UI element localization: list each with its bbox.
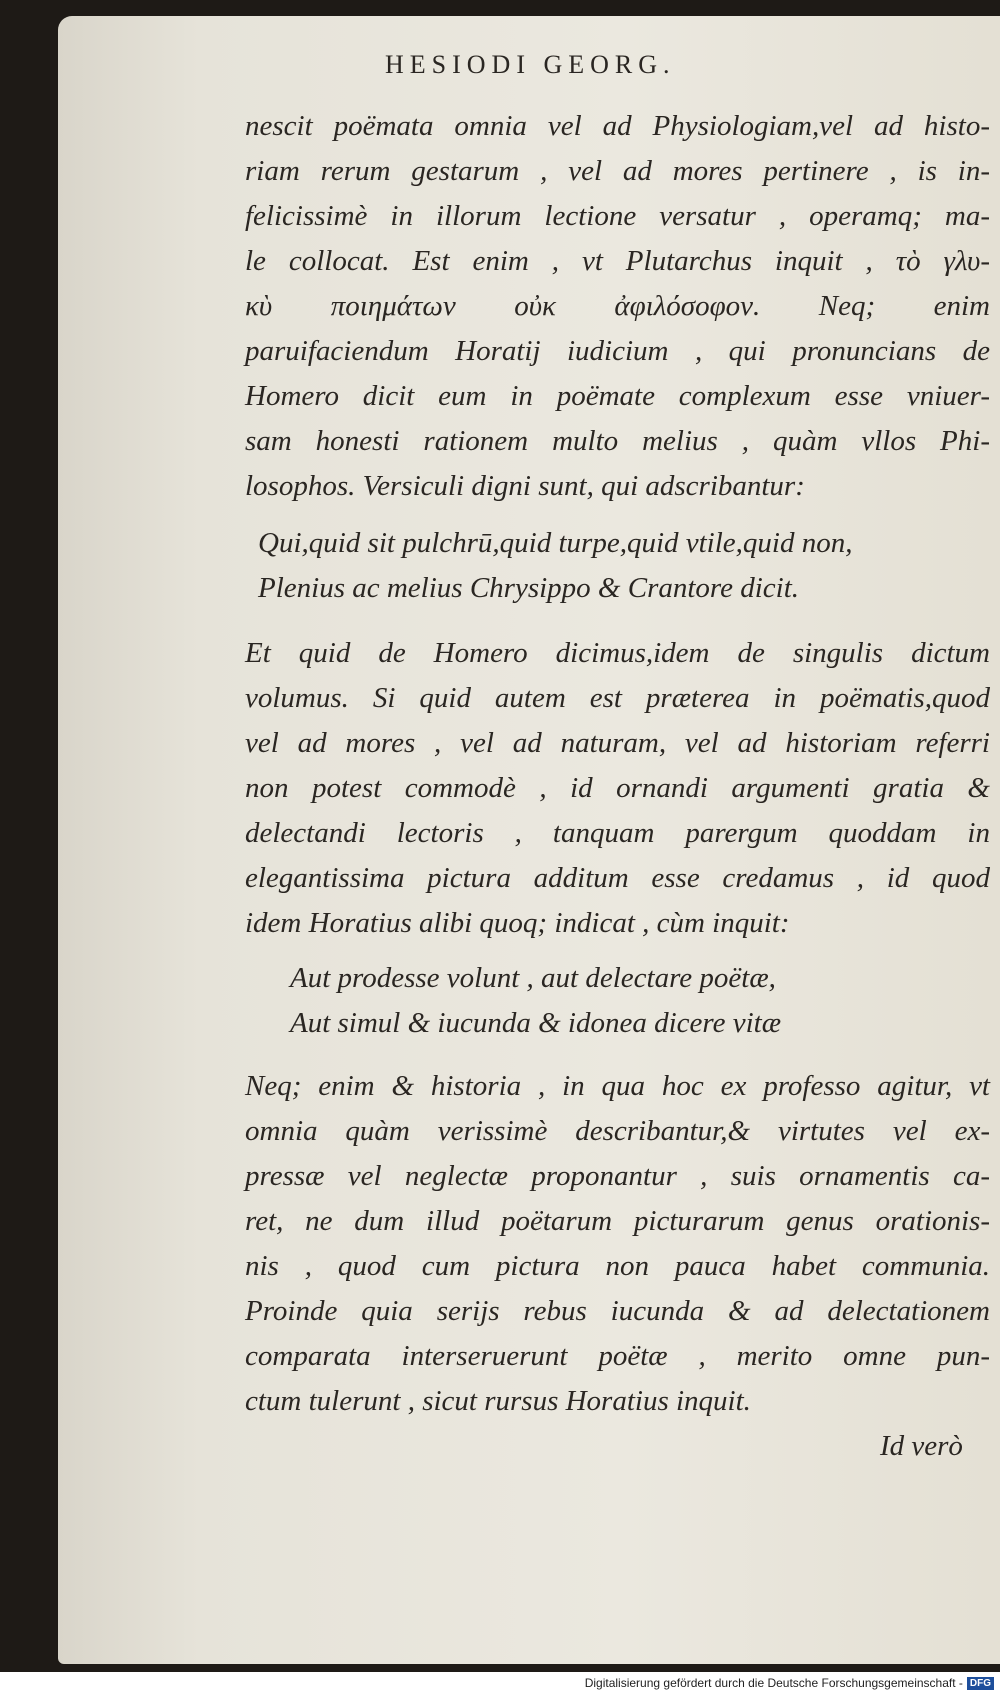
verse-line: Aut prodesse volunt , aut delectare poëtæ,: [290, 962, 776, 994]
text-line: losophos. Versiculi digni sunt, qui adscribantur:: [245, 470, 805, 502]
text-line: felicissimè in illorum lectione versatur , operamq; ma-: [245, 200, 990, 232]
text-line: comparata interseruerunt poëtæ , merito omne pun-: [245, 1340, 990, 1372]
footer: [585, 1676, 994, 1690]
text-line: nis , quod cum pictura non pauca habet communia.: [245, 1250, 990, 1282]
dfg-logo: DFG: [967, 1677, 994, 1690]
text-line: omnia quàm verissimè describantur,& virtutes vel ex-: [245, 1115, 990, 1147]
text-line: delectandi lectoris , tanquam parergum quoddam in: [245, 817, 990, 849]
text-line: idem Horatius alibi quoq; indicat , cùm inquit:: [245, 907, 790, 939]
text-line: ctum tulerunt , sicut rursus Horatius inquit.: [245, 1385, 751, 1417]
text-line: sam honesti rationem multo melius , quàm vllos Phi-: [245, 425, 990, 457]
running-header: HESIODI GEORG.: [385, 50, 676, 79]
footer-text: Digitalisierung gefördert durch die Deutsche Forschungsgemeinschaft -: [584, 1676, 963, 1690]
text-line: le collocat. Est enim , vt Plutarchus inquit , τὸ γλυ-: [245, 245, 990, 277]
text-line: vel ad mores , vel ad naturam, vel ad historiam referri: [245, 727, 990, 759]
text-line: Et quid de Homero dicimus,idem de singulis dictum: [245, 637, 990, 669]
text-line: Neq; enim & historia , in qua hoc ex professo agitur, vt: [245, 1070, 990, 1102]
verse-line: Aut simul & iucunda & idonea dicere vitæ: [290, 1007, 782, 1039]
text-line: riam rerum gestarum , vel ad mores pertinere , is in-: [245, 155, 990, 187]
verse-line: Plenius ac melius Chrysippo & Crantore dicit.: [258, 572, 800, 604]
verse-line: Qui,quid sit pulchrū,quid turpe,quid vtile,quid non,: [258, 527, 853, 559]
catchword: Id verò: [880, 1430, 963, 1462]
text-line: nescit poëmata omnia vel ad Physiologiam,vel ad histo-: [245, 110, 990, 142]
text-line: Proinde quia serijs rebus iucunda & ad delectationem: [245, 1295, 990, 1327]
text-line: pressæ vel neglectæ proponantur , suis ornamentis ca-: [245, 1160, 990, 1192]
text-line: elegantissima pictura additum esse credamus , id quod: [245, 862, 990, 894]
text-line: κὺ ποιημάτων οὐκ ἀφιλόσοφον. Neq; enim: [245, 290, 990, 322]
text-line: ret, ne dum illud poëtarum picturarum genus orationis-: [245, 1205, 990, 1237]
text-line: paruifaciendum Horatij iudicium , qui pronuncians de: [245, 335, 990, 367]
text-line: Homero dicit eum in poëmate complexum esse vniuer-: [245, 380, 990, 412]
text-line: volumus. Si quid autem est præterea in poëmatis,quod: [245, 682, 990, 714]
text-line: non potest commodè , id ornandi argumenti gratia &: [245, 772, 990, 804]
